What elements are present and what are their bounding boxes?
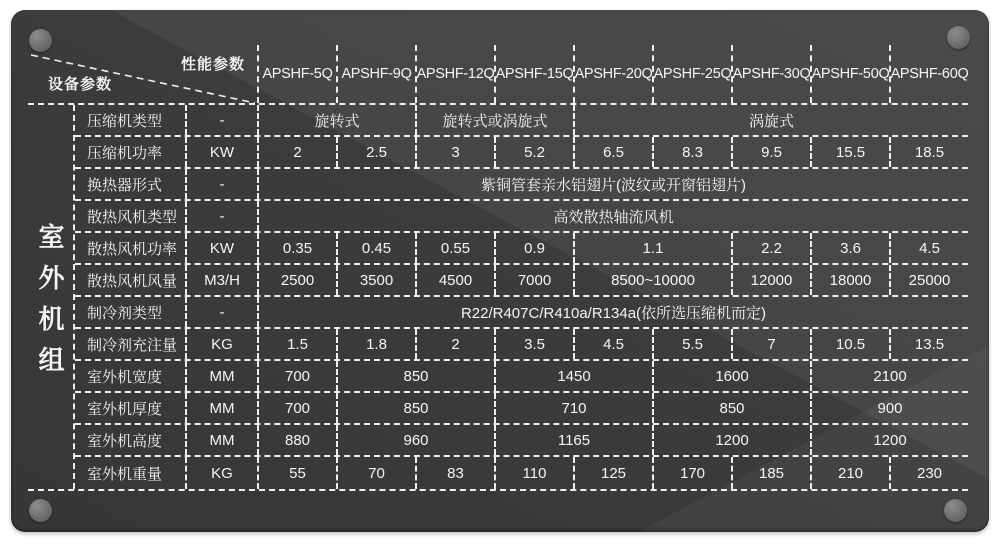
spec-cell: 1165 — [494, 425, 652, 455]
table-row — [75, 297, 968, 329]
column-header: APSHF-60Q — [889, 45, 968, 103]
row-label: 散热风机风量 — [87, 272, 178, 290]
spec-cell: 850 — [336, 361, 494, 391]
row-unit: - — [185, 201, 257, 231]
row-unit: KW — [185, 137, 257, 167]
table-row — [75, 361, 968, 393]
spec-cell: 3.5 — [494, 329, 573, 359]
spec-panel — [11, 10, 989, 532]
spec-cell: 1600 — [652, 361, 810, 391]
spec-cell: 4.5 — [889, 233, 968, 263]
spec-cell: 5.5 — [652, 329, 731, 359]
row-label: 室外机宽度 — [87, 368, 163, 386]
spec-cell: 10.5 — [810, 329, 889, 359]
spec-cell: 1200 — [810, 425, 968, 455]
row-unit: MM — [185, 393, 257, 423]
screw-icon — [944, 499, 967, 522]
model-columns — [257, 45, 968, 103]
spec-cell: 紫铜管套亲水铝翅片(波纹或开窗铝翅片) — [257, 169, 968, 199]
column-header: APSHF-5Q — [257, 45, 336, 103]
spec-cell: 850 — [336, 393, 494, 423]
spec-cell: 83 — [415, 457, 494, 489]
spec-table — [28, 45, 968, 491]
spec-cell: 185 — [731, 457, 810, 489]
row-label: 压缩机功率 — [87, 144, 163, 162]
spec-cell: 13.5 — [889, 329, 968, 359]
spec-cell: 高效散热轴流风机 — [257, 201, 968, 231]
screw-icon — [29, 499, 52, 522]
table-row — [75, 137, 968, 169]
spec-cell: 710 — [494, 393, 652, 423]
spec-cell: 1.8 — [336, 329, 415, 359]
spec-cell: 7000 — [494, 265, 573, 295]
table-row — [75, 457, 968, 489]
row-label: 压缩机类型 — [87, 112, 163, 130]
row-label: 室外机高度 — [87, 432, 163, 450]
row-label: 散热风机功率 — [87, 240, 178, 258]
row-unit: M3/H — [185, 265, 257, 295]
row-label: 散热风机类型 — [87, 208, 178, 226]
spec-cell: 55 — [257, 457, 336, 489]
spec-cell: 0.35 — [257, 233, 336, 263]
table-row — [75, 105, 968, 137]
spec-cell: 1.5 — [257, 329, 336, 359]
spec-cell: 2.2 — [731, 233, 810, 263]
spec-cell: 700 — [257, 393, 336, 423]
side-group-label: 室外机组 — [35, 222, 65, 387]
column-header: APSHF-30Q — [731, 45, 810, 103]
spec-cell: 0.9 — [494, 233, 573, 263]
table-row — [75, 425, 968, 457]
row-label: 制冷剂充注量 — [87, 336, 178, 354]
spec-cell: 850 — [652, 393, 810, 423]
spec-cell: 110 — [494, 457, 573, 489]
row-label: 室外机厚度 — [87, 400, 163, 418]
column-header: APSHF-25Q — [652, 45, 731, 103]
row-unit: KW — [185, 233, 257, 263]
spec-cell: 12000 — [731, 265, 810, 295]
spec-cell: 0.55 — [415, 233, 494, 263]
spec-cell: 涡旋式 — [573, 105, 968, 135]
spec-cell: R22/R407C/R410a/R134a(依所选压缩机而定) — [257, 297, 968, 327]
row-unit: - — [185, 169, 257, 199]
row-label: 换热器形式 — [87, 176, 163, 194]
row-unit: - — [185, 105, 257, 135]
table-header-row — [28, 45, 968, 105]
spec-cell: 700 — [257, 361, 336, 391]
spec-cell: 2 — [257, 137, 336, 167]
corner-label-device: 设备参数 — [48, 76, 113, 93]
spec-cell: 18.5 — [889, 137, 968, 167]
spec-cell: 3500 — [336, 265, 415, 295]
spec-cell: 900 — [810, 393, 968, 423]
spec-cell: 9.5 — [731, 137, 810, 167]
column-header: APSHF-15Q — [494, 45, 573, 103]
spec-cell: 0.45 — [336, 233, 415, 263]
spec-cell: 3.6 — [810, 233, 889, 263]
spec-cell: 2500 — [257, 265, 336, 295]
table-row — [75, 329, 968, 361]
column-header: APSHF-12Q — [415, 45, 494, 103]
spec-cell: 1.1 — [573, 233, 731, 263]
row-unit: - — [185, 297, 257, 327]
spec-cell: 210 — [810, 457, 889, 489]
spec-cell: 170 — [652, 457, 731, 489]
spec-cell: 880 — [257, 425, 336, 455]
table-body — [28, 105, 968, 491]
spec-cell: 4500 — [415, 265, 494, 295]
row-unit: KG — [185, 457, 257, 489]
spec-cell: 2100 — [810, 361, 968, 391]
spec-cell: 70 — [336, 457, 415, 489]
table-row — [75, 233, 968, 265]
corner-header-cell — [28, 45, 257, 103]
column-header: APSHF-20Q — [573, 45, 652, 103]
spec-cell: 25000 — [889, 265, 968, 295]
side-group-cell — [28, 105, 75, 489]
spec-cell: 旋转式或涡旋式 — [415, 105, 573, 135]
spec-cell: 6.5 — [573, 137, 652, 167]
spec-cell: 2.5 — [336, 137, 415, 167]
column-header: APSHF-50Q — [810, 45, 889, 103]
row-unit: MM — [185, 425, 257, 455]
spec-cell: 7 — [731, 329, 810, 359]
spec-cell: 8.3 — [652, 137, 731, 167]
spec-cell: 旋转式 — [257, 105, 415, 135]
corner-label-performance: 性能参数 — [180, 56, 245, 73]
spec-cell: 4.5 — [573, 329, 652, 359]
spec-cell: 2 — [415, 329, 494, 359]
row-unit: KG — [185, 329, 257, 359]
spec-cell: 230 — [889, 457, 968, 489]
spec-cell: 15.5 — [810, 137, 889, 167]
table-row — [75, 393, 968, 425]
spec-cell: 8500~10000 — [573, 265, 731, 295]
spec-cell: 3 — [415, 137, 494, 167]
spec-cell: 125 — [573, 457, 652, 489]
spec-cell: 960 — [336, 425, 494, 455]
spec-cell: 18000 — [810, 265, 889, 295]
table-row — [75, 265, 968, 297]
table-row — [75, 169, 968, 201]
row-unit: MM — [185, 361, 257, 391]
row-label: 室外机重量 — [87, 465, 163, 483]
spec-cell: 1200 — [652, 425, 810, 455]
spec-cell: 5.2 — [494, 137, 573, 167]
table-rows — [75, 105, 968, 489]
row-label: 制冷剂类型 — [87, 304, 163, 322]
table-row — [75, 201, 968, 233]
column-header: APSHF-9Q — [336, 45, 415, 103]
spec-cell: 1450 — [494, 361, 652, 391]
